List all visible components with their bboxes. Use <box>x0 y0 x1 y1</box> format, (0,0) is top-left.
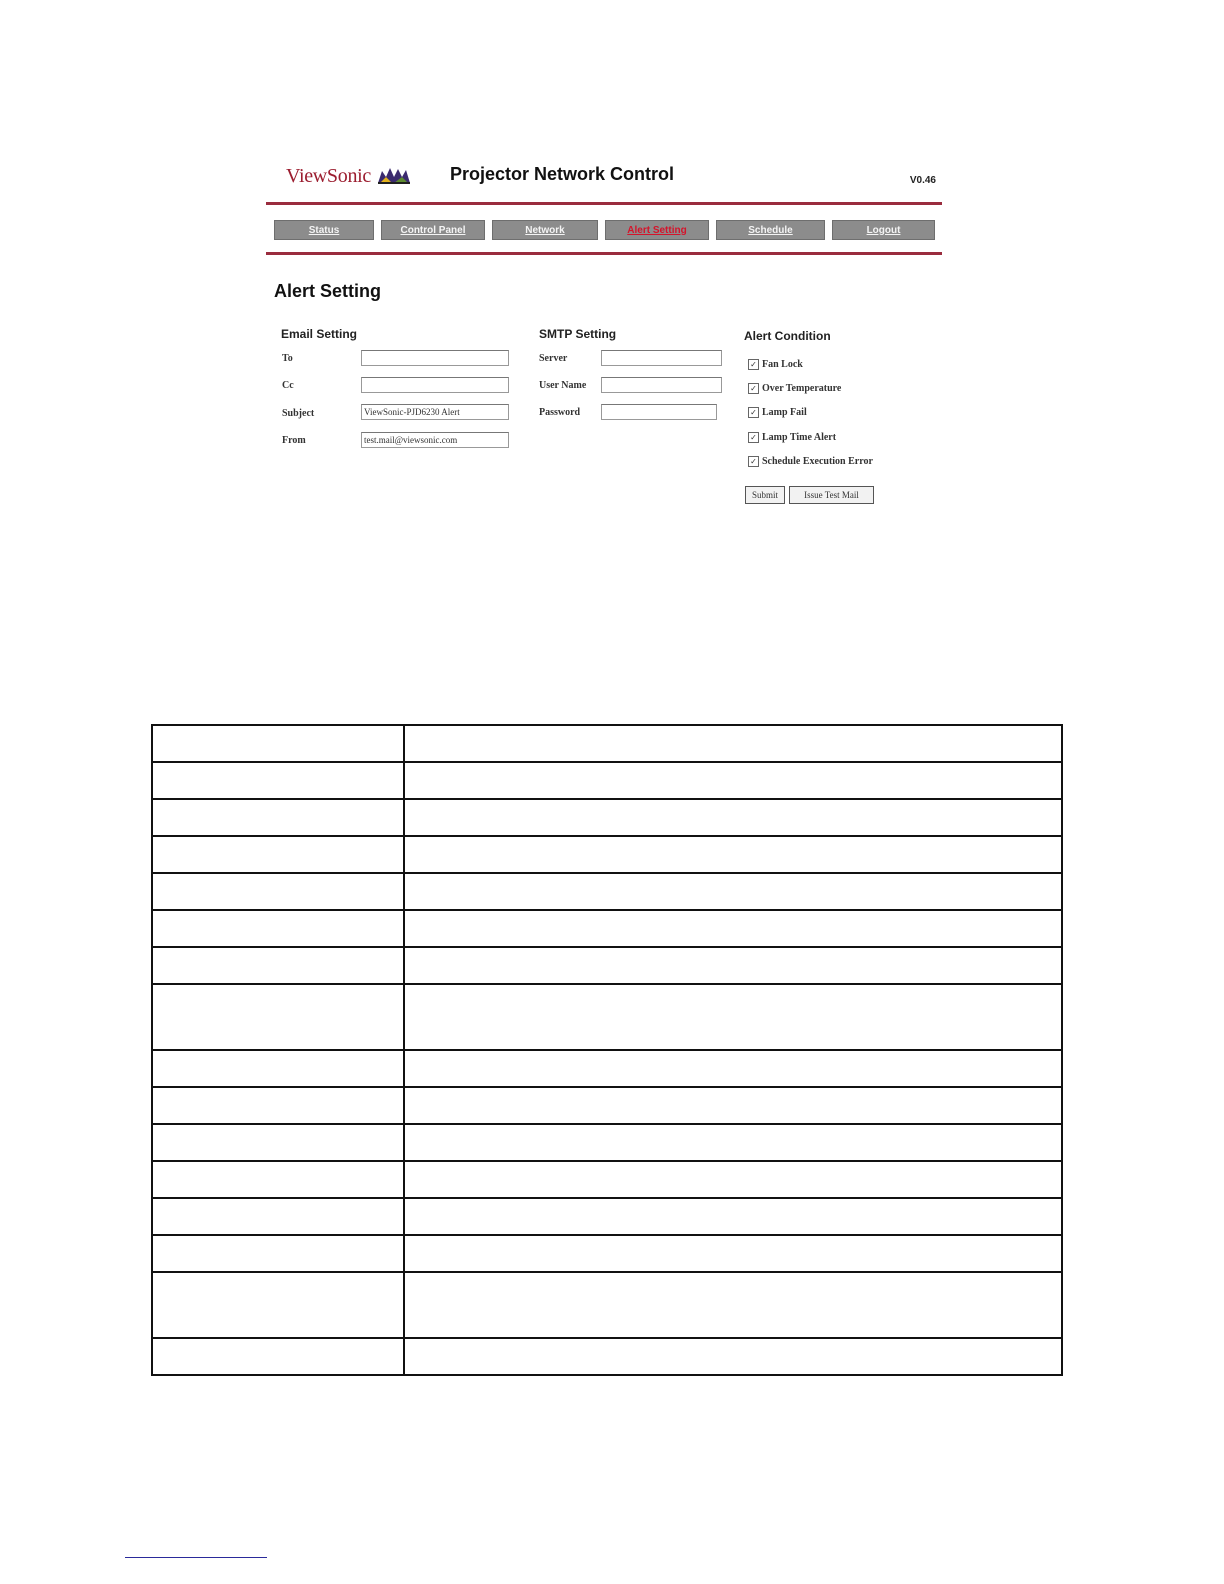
subject-label: Subject <box>282 408 315 419</box>
table-cell <box>152 1050 404 1087</box>
nav-logout[interactable]: Logout <box>832 220 935 240</box>
table-cell <box>404 1050 1062 1087</box>
subject-input[interactable]: ViewSonic-PJD6230 Alert <box>361 404 509 420</box>
table-cell <box>404 762 1062 799</box>
submit-button[interactable]: Submit <box>745 486 785 504</box>
table-cell <box>152 762 404 799</box>
nav-network[interactable]: Network <box>492 220 598 240</box>
table-cell <box>152 799 404 836</box>
table-cell <box>404 1087 1062 1124</box>
table-cell <box>152 947 404 984</box>
checkbox[interactable]: ✓ <box>748 383 759 394</box>
table-cell <box>152 984 404 1050</box>
table-row <box>152 1087 1062 1124</box>
checkbox[interactable]: ✓ <box>748 432 759 443</box>
table-cell <box>404 984 1062 1050</box>
app-title: Projector Network Control <box>450 164 675 184</box>
table-cell <box>152 1124 404 1161</box>
from-input[interactable]: test.mail@viewsonic.com <box>361 432 509 448</box>
table-row <box>152 1272 1062 1338</box>
projector-control-screenshot <box>266 155 942 525</box>
table-cell <box>152 873 404 910</box>
table-row <box>152 799 1062 836</box>
condition-label: Fan Lock <box>762 358 803 370</box>
password-input[interactable] <box>601 404 717 420</box>
table-row <box>152 1198 1062 1235</box>
nav-status[interactable]: Status <box>274 220 374 240</box>
table-cell <box>404 1124 1062 1161</box>
table-row <box>152 910 1062 947</box>
nav-schedule[interactable]: Schedule <box>716 220 825 240</box>
table-row <box>152 947 1062 984</box>
table-cell <box>152 1161 404 1198</box>
nav-bar <box>274 220 935 240</box>
table-cell <box>404 725 1062 762</box>
table-cell <box>404 836 1062 873</box>
footnote-separator <box>125 1557 267 1558</box>
server-label: Server <box>539 353 568 364</box>
table-cell <box>404 1235 1062 1272</box>
username-input[interactable] <box>601 377 722 393</box>
email-setting-title: Email Setting <box>281 327 358 341</box>
condition-label: Over Temperature <box>762 382 842 394</box>
table-cell <box>404 1161 1062 1198</box>
condition-fan-lock <box>748 357 803 371</box>
table-cell <box>404 799 1062 836</box>
checkbox[interactable]: ✓ <box>748 359 759 370</box>
condition-lamp-fail <box>748 405 807 419</box>
cc-label: Cc <box>282 380 294 391</box>
table-row <box>152 725 1062 762</box>
table-row <box>152 1161 1062 1198</box>
to-input[interactable] <box>361 350 509 366</box>
smtp-setting-title: SMTP Setting <box>539 327 617 341</box>
page-title: Alert Setting <box>274 281 382 301</box>
table-cell <box>404 1272 1062 1338</box>
table-cell <box>152 1338 404 1375</box>
server-input[interactable] <box>601 350 722 366</box>
alert-condition-title: Alert Condition <box>744 329 831 343</box>
condition-over-temperature <box>748 381 841 395</box>
table-cell <box>152 1235 404 1272</box>
checkbox[interactable]: ✓ <box>748 456 759 467</box>
table-row <box>152 1338 1062 1375</box>
nav-divider <box>266 252 942 255</box>
table-cell <box>152 725 404 762</box>
table-cell <box>404 910 1062 947</box>
password-label: Password <box>539 407 581 418</box>
table-row <box>152 1235 1062 1272</box>
table-cell <box>152 1272 404 1338</box>
viewsonic-birds-icon <box>377 165 411 185</box>
table-row <box>152 1050 1062 1087</box>
table-cell <box>152 1198 404 1235</box>
table-cell <box>152 836 404 873</box>
issue-test-mail-button[interactable]: Issue Test Mail <box>789 486 874 504</box>
condition-schedule-execution-error <box>748 454 873 468</box>
nav-alert-setting[interactable]: Alert Setting <box>605 220 709 240</box>
table-row <box>152 1124 1062 1161</box>
from-label: From <box>282 435 306 446</box>
nav-control-panel[interactable]: Control Panel <box>381 220 485 240</box>
table-row <box>152 873 1062 910</box>
condition-label: Lamp Fail <box>762 406 807 418</box>
username-label: User Name <box>539 380 587 391</box>
table-cell <box>152 1087 404 1124</box>
cc-input[interactable] <box>361 377 509 393</box>
table-cell <box>152 910 404 947</box>
brand-logo-text: ViewSonic <box>286 165 371 187</box>
table-row <box>152 762 1062 799</box>
table-row <box>152 836 1062 873</box>
table-cell <box>404 873 1062 910</box>
condition-label: Lamp Time Alert <box>762 431 837 443</box>
condition-label: Schedule Execution Error <box>762 455 873 467</box>
to-label: To <box>282 353 293 364</box>
description-table <box>151 724 1063 1376</box>
checkbox[interactable]: ✓ <box>748 407 759 418</box>
version-label: V0.46 <box>909 175 936 186</box>
header-divider <box>266 202 942 205</box>
table-cell <box>404 1198 1062 1235</box>
table-row <box>152 984 1062 1050</box>
table-cell <box>404 947 1062 984</box>
table-cell <box>404 1338 1062 1375</box>
condition-lamp-time-alert <box>748 430 836 444</box>
